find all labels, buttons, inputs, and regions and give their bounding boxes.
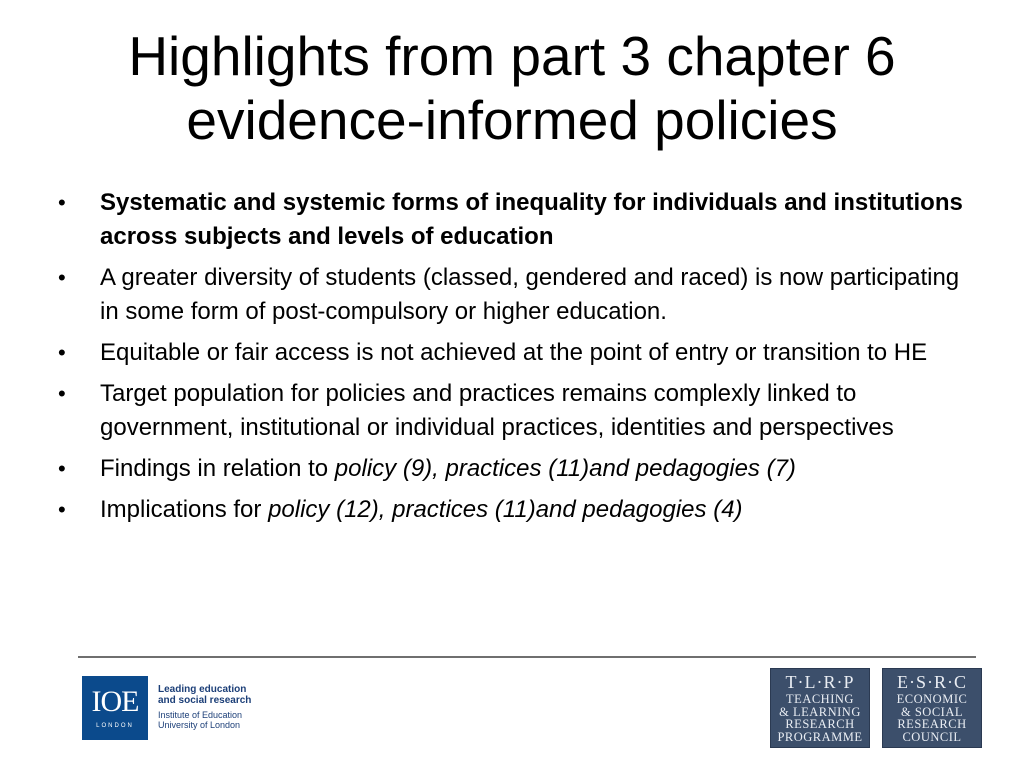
bullet-item [58, 336, 978, 370]
esrc-logo [882, 668, 982, 748]
esrc-logo-line: & SOCIAL [901, 704, 963, 719]
footer-divider [78, 656, 976, 658]
bullet-italic-text: policy (9), practices (11)and pedagogies (7) [334, 455, 796, 482]
ioe-institution-1: Institute of Education [158, 710, 243, 720]
bullet-item [58, 377, 978, 445]
bullet-item [58, 186, 978, 254]
ioe-tagline-2: and social research [158, 695, 252, 706]
bullet-italic-text: policy (12), practices (11)and pedagogies (4) [268, 496, 743, 523]
bullet-marker: • [58, 456, 66, 481]
esrc-logo-line: ECONOMIC [896, 692, 968, 706]
bullet-marker: • [58, 497, 66, 522]
bullet-text: Equitable or fair access is not achieved at the point of entry or transition to HE [100, 339, 928, 366]
slide-title [0, 24, 1024, 152]
tlrp-logo-head: T·L·R·P [785, 672, 855, 692]
esrc-logo-line: RESEARCH [897, 717, 967, 731]
bullet-text: Findings in relation to [100, 455, 335, 482]
bullet-marker: • [58, 190, 66, 215]
ioe-logo-text [158, 684, 268, 730]
ioe-logo-mark: IOE [91, 685, 139, 718]
tlrp-logo-line: TEACHING [786, 692, 854, 706]
bullet-item [58, 261, 978, 329]
tlrp-logo [770, 668, 870, 748]
bullet-text: Systematic and systemic forms of inequality for individuals and institutions across subjects and levels of education [100, 189, 963, 250]
ioe-tagline-1: Leading education [158, 684, 247, 695]
bullet-item [58, 452, 978, 486]
ioe-logo-sub: LONDON [96, 723, 134, 729]
tlrp-logo-line: PROGRAMME [777, 729, 863, 744]
ioe-institution-2: University of London [158, 720, 241, 730]
bullet-text: Implications for [100, 496, 269, 523]
bullet-marker: • [58, 381, 66, 406]
bullet-text: Target population for policies and practices remains complexly linked to government, institutional or individual practices, identities and perspectives [100, 380, 894, 441]
bullet-item [58, 493, 978, 527]
bullet-list [58, 186, 978, 534]
title-line-1: Highlights from part 3 chapter 6 [128, 25, 896, 87]
esrc-logo-head: E·S·R·C [897, 672, 967, 692]
bullet-marker: • [58, 265, 66, 290]
tlrp-logo-line: & LEARNING [779, 704, 861, 719]
esrc-logo-line: COUNCIL [902, 729, 962, 744]
title-line-2: evidence-informed policies [186, 89, 838, 151]
bullet-text: A greater diversity of students (classed, gendered and raced) is now participating in some form of post-compulsory or higher education. [100, 264, 960, 325]
tlrp-logo-line: RESEARCH [785, 717, 855, 731]
ioe-logo [82, 676, 148, 740]
bullet-marker: • [58, 340, 66, 365]
